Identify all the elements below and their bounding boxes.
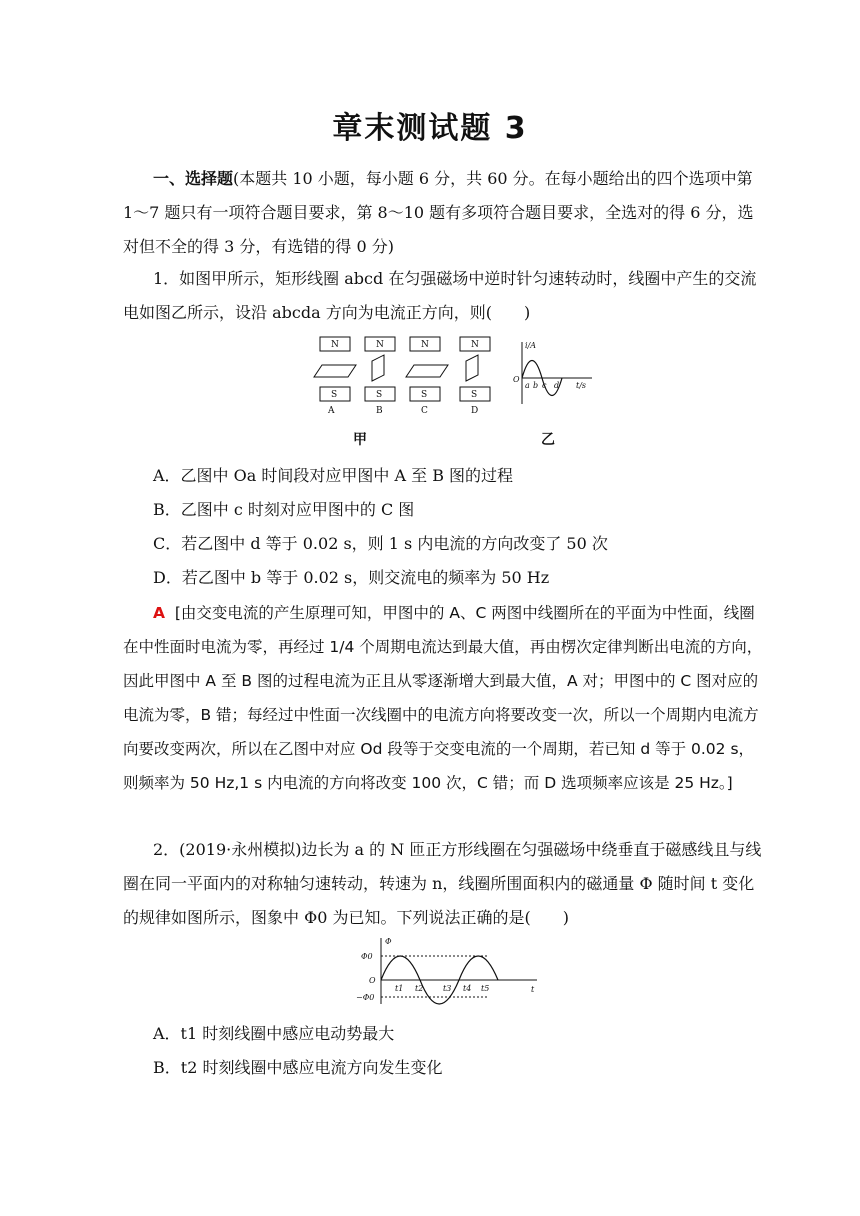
panel-c-n: N <box>421 340 429 350</box>
caption-yi: 乙 <box>541 432 555 448</box>
caption-jia: 甲 <box>353 432 367 448</box>
panel-d-label: D <box>471 406 479 416</box>
q1-option-d: D．若乙图中 b 等于 0.02 s，则交流电的频率为 50 Hz <box>153 568 550 587</box>
question-1-stem: 1．如图甲所示，矩形线圈 abcd 在匀强磁场中逆时针匀速转动时，线圈中产生的交流电如图乙所示，设沿 abcda 方向为电流正方向，则( ) <box>123 269 757 322</box>
panel-b-s: S <box>376 390 383 400</box>
point-c: c <box>542 381 547 390</box>
q1-answer-text: [由交变电流的产生原理可知，甲图中的 A、C 两图中线圈所在的平面为中性面，线圈在中性面时电流为零，再经过 1/4 个周期电流达到最大值，再由楞次定律判断出电流的方向，因此甲图中 A 至 B 图的过程电流为正且从零逐渐增大到最大值，A 对；甲图中的 C 图对应的电流为零，B 错；每经过中性面一次线圈中的电流方向将要改变一次，所以一个周期内电流方向要改变两次，所以在乙图中对应 Od 段等于交变电流的一个周期，若已知 d 等于 0.02 s，则频率为 50 Hz,1 s 内电流的方向将改变 100 次，C 错；而 D 选项频率应该是 25 Hz。] <box>123 604 763 792</box>
panel-d-s: S <box>471 390 478 400</box>
panel-d-n: N <box>471 340 479 350</box>
section-intro <box>123 162 763 264</box>
origin-o: O <box>513 375 520 384</box>
q1-option-a: A．乙图中 Oa 时间段对应甲图中 A 至 B 图的过程 <box>153 466 514 485</box>
axis-t: t/s <box>576 381 587 390</box>
panel-c-s: S <box>421 390 428 400</box>
axis-t: t <box>531 985 535 994</box>
tick-t4: t4 <box>463 984 472 993</box>
tick-t3: t3 <box>443 984 452 993</box>
panel-c-label: C <box>421 406 428 416</box>
question-2-stem: 2．(2019·永州模拟)边长为 a 的 N 匝正方形线圈在匀强磁场中绕垂直于磁感线且与线圈在同一平面内的对称轴匀速转动，转速为 n，线圈所围面积内的磁通量 Φ 随时间 t 变化的规律如图所示，图象中 Φ0 为已知。下列说法正确的是( ) <box>123 840 762 927</box>
q2-option-b: B．t2 时刻线圈中感应电流方向发生变化 <box>153 1058 443 1077</box>
panel-a-label: A <box>328 406 335 416</box>
phi0-label: Φ0 <box>361 952 373 961</box>
panel-b-label: B <box>376 406 383 416</box>
figure-flux-graph <box>355 934 545 1006</box>
point-d: d <box>554 381 560 390</box>
origin-o: O <box>369 976 376 985</box>
axis-i: i/A <box>525 341 537 350</box>
q1-answer <box>123 596 763 800</box>
panel-a-n: N <box>331 340 339 350</box>
q2-option-a: A．t1 时刻线圈中感应电动势最大 <box>153 1024 395 1043</box>
page-title: 章末测试题 3 <box>332 111 528 146</box>
axis-phi: Φ <box>385 937 392 946</box>
point-a: a <box>525 381 530 390</box>
figure-yi-current-graph <box>508 338 598 408</box>
section-text: (本题共 10 小题，每小题 6 分，共 60 分。在每小题给出的四个选项中第 1～7 题只有一项符合题目要求，第 8～10 题有多项符合题目要求，全选对的得 6 分，选对但不全的得 3 分，有选错的得 0 分) <box>123 169 754 256</box>
point-b: b <box>533 381 539 390</box>
tick-t1: t1 <box>395 984 404 993</box>
q1-option-c: C．若乙图中 d 等于 0.02 s，则 1 s 内电流的方向改变了 50 次 <box>153 534 608 553</box>
q1-answer-key: A <box>153 604 165 622</box>
q1-option-b: B．乙图中 c 时刻对应甲图中的 C 图 <box>153 500 415 519</box>
figure-jia-coil-panels <box>300 335 500 420</box>
section-heading: 一、选择题 <box>153 169 234 188</box>
panel-b-n: N <box>376 340 384 350</box>
panel-a-s: S <box>331 390 338 400</box>
tick-t2: t2 <box>415 984 424 993</box>
tick-t5: t5 <box>481 984 490 993</box>
neg-phi0-label: −Φ0 <box>356 993 375 1002</box>
